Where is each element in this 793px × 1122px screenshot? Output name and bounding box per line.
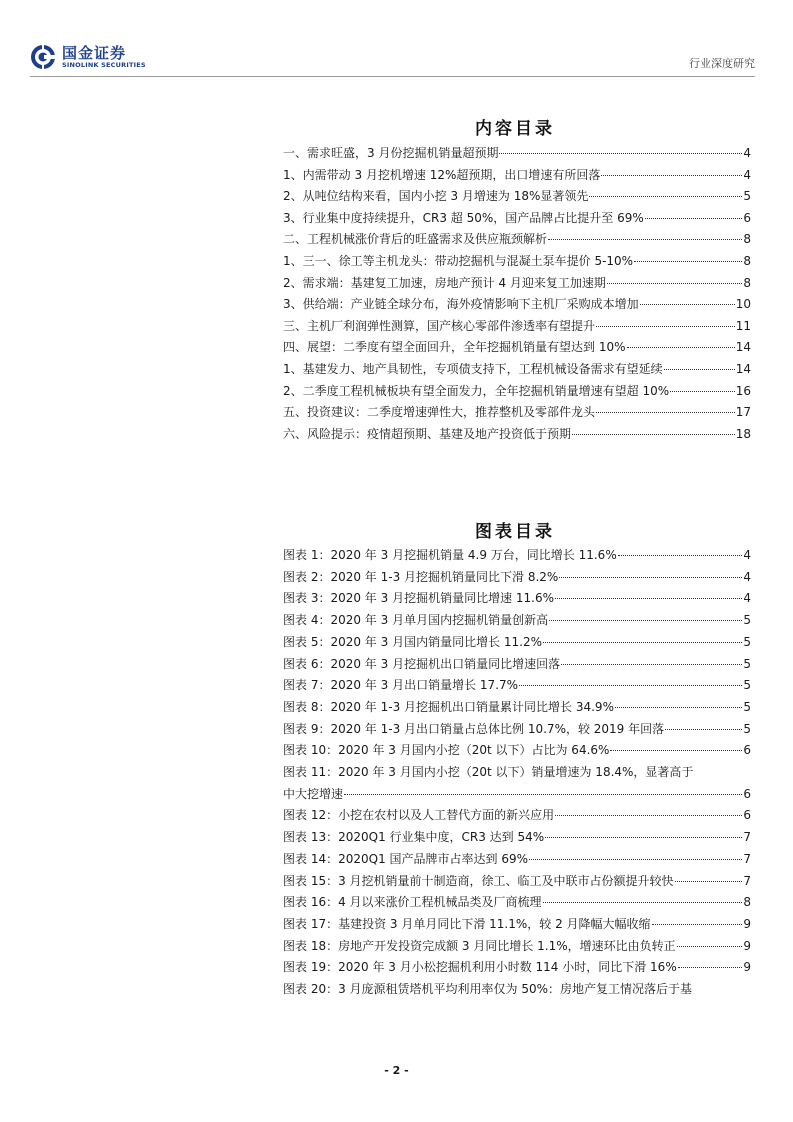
figure-entry-text: 图表 13：2020Q1 行业集中度，CR3 达到 54% bbox=[283, 830, 545, 845]
toc-entry-page: 16 bbox=[735, 383, 751, 398]
toc-entry-text: 2、从吨位结构来看，国内小挖 3 月增速为 18%显著领先 bbox=[283, 189, 589, 204]
toc-entry[interactable] bbox=[283, 165, 751, 187]
figure-entry[interactable] bbox=[283, 545, 751, 567]
figure-entry[interactable] bbox=[283, 567, 751, 589]
toc-entry-text: 1、内需带动 3 月挖机增速 12%超预期，出口增速有所回落 bbox=[283, 167, 601, 182]
toc-entry-text: 1、三一、徐工等主机龙头：带动挖掘机与混凝土泵车提价 5-10% bbox=[283, 253, 634, 268]
figure-entry-leader bbox=[615, 706, 742, 708]
figure-entry-text: 图表 17：基建投资 3 月单月同比下滑 11.1%，较 2 月降幅大幅收缩 bbox=[283, 916, 651, 931]
toc-entry-text: 1、基建发力、地产具韧性，专项债支持下，工程机械设备需求有望延续 bbox=[283, 361, 663, 376]
figure-entry-page: 6 bbox=[743, 786, 751, 801]
figure-entry-page: 6 bbox=[743, 743, 751, 758]
toc-entry-text: 四、展望：二季度有望全面回升，全年挖掘机销量有望达到 10% bbox=[283, 340, 626, 355]
figure-entry[interactable] bbox=[283, 805, 751, 827]
toc-entry-page: 8 bbox=[743, 275, 751, 290]
figure-entry-page: 6 bbox=[743, 808, 751, 823]
toc-entry-page: 11 bbox=[735, 318, 751, 333]
toc-entry-leader bbox=[589, 195, 742, 197]
figure-entry-text: 图表 8：2020 年 1-3 月挖掘机出口销量累计同比增长 34.9% bbox=[283, 699, 614, 714]
toc-entry-text: 二、工程机械涨价背后的旺盛需求及供应瓶颈解析 bbox=[283, 232, 548, 247]
figure-entry-text: 图表 11：2020 年 3 月国内小挖（20t 以下）销量增速为 18.4%，显著高于 bbox=[283, 765, 694, 780]
figure-entry[interactable] bbox=[283, 610, 751, 632]
figure-entry-leader bbox=[677, 945, 743, 947]
figure-entry-leader bbox=[561, 663, 742, 665]
figure-entry-text: 图表 20：3 月庞源租赁塔机平均利用率仅为 50%：房地产复工情况落后于基 bbox=[283, 982, 693, 997]
toc-entry-page: 8 bbox=[743, 232, 751, 247]
toc-entry-leader bbox=[499, 152, 742, 154]
figure-entry-text: 图表 2：2020 年 1-3 月挖掘机销量同比下滑 8.2% bbox=[283, 569, 559, 584]
figure-entry[interactable] bbox=[283, 719, 751, 741]
toc-entry-leader bbox=[601, 174, 742, 176]
toc-entry-leader bbox=[548, 238, 742, 240]
figure-entry-text: 图表 19：2020 年 3 月小松挖掘机利用小时数 114 小时，同比下滑 16% bbox=[283, 960, 677, 975]
toc-entry[interactable] bbox=[283, 359, 751, 381]
toc-entry-leader bbox=[596, 411, 735, 413]
figure-entry[interactable] bbox=[283, 892, 751, 914]
toc-entry-page: 6 bbox=[743, 210, 751, 225]
figure-entry[interactable] bbox=[283, 762, 751, 805]
toc-entry[interactable] bbox=[283, 402, 751, 424]
figure-entry-leader bbox=[344, 793, 742, 795]
toc-entry-page: 14 bbox=[735, 361, 751, 376]
toc-entry-text: 五、投资建议：二季度增速弹性大，推荐整机及零部件龙头 bbox=[283, 405, 596, 420]
figure-entry[interactable] bbox=[283, 697, 751, 719]
figure-entry-text: 图表 6：2020 年 3 月挖掘机出口销量同比增速回落 bbox=[283, 656, 561, 671]
figure-entry[interactable] bbox=[283, 588, 751, 610]
figure-entry-leader bbox=[545, 836, 742, 838]
figure-entry-page: 5 bbox=[743, 613, 751, 628]
figure-entry-page: 4 bbox=[743, 591, 751, 606]
logo-english: SINOLINK SECURITIES bbox=[62, 60, 146, 69]
figure-entry-leader bbox=[543, 641, 742, 643]
figure-entry-text: 图表 5：2020 年 3 月国内销量同比增长 11.2% bbox=[283, 634, 543, 649]
toc-entry-text: 六、风险提示：疫情超预期、基建及地产投资低于预期 bbox=[283, 426, 572, 441]
toc-entry-text: 三、主机厂利润弹性测算，国产核心零部件渗透率有望提升 bbox=[283, 318, 596, 333]
figure-entry-leader bbox=[519, 684, 742, 686]
figure-entry-text: 图表 14：2020Q1 国产品牌市占率达到 69% bbox=[283, 851, 529, 866]
figure-entry[interactable] bbox=[283, 632, 751, 654]
figure-list-title: 图表目录 bbox=[475, 522, 555, 542]
figure-entry-page: 5 bbox=[743, 634, 751, 649]
page-header bbox=[0, 0, 793, 80]
figure-entry-leader bbox=[665, 728, 742, 730]
toc-entry-page: 10 bbox=[735, 297, 751, 312]
toc-entry[interactable] bbox=[283, 208, 751, 230]
logo-chinese: 国金证券 bbox=[62, 43, 127, 62]
figure-entry-page: 7 bbox=[743, 830, 751, 845]
toc-entry[interactable] bbox=[283, 337, 751, 359]
figure-entry-page: 7 bbox=[743, 873, 751, 888]
toc-title: 内容目录 bbox=[475, 119, 555, 139]
toc-entry[interactable] bbox=[283, 294, 751, 316]
toc-entry-leader bbox=[572, 433, 735, 435]
figure-entry-leader bbox=[555, 597, 742, 599]
figure-entry-leader bbox=[678, 966, 743, 968]
toc-entry-text: 一、需求旺盛，3 月份挖掘机销量超预期 bbox=[283, 146, 499, 160]
figure-entry-page: 4 bbox=[743, 548, 751, 562]
toc-entry-text: 2、需求端：基建复工加速，房地产预计 4 月迎来复工加速期 bbox=[283, 275, 606, 290]
toc-entry-page: 14 bbox=[735, 340, 751, 355]
toc-entry-leader bbox=[627, 346, 735, 348]
toc-entry-leader bbox=[645, 217, 743, 219]
figure-entry-text: 图表 16：4 月以来涨价工程机械品类及厂商梳理 bbox=[283, 895, 542, 910]
toc-entry-page: 5 bbox=[743, 189, 751, 204]
toc-entry-leader bbox=[634, 260, 742, 262]
figure-entry-leader bbox=[529, 858, 742, 860]
toc-entry-page: 4 bbox=[743, 167, 751, 182]
page-number: - 2 - bbox=[384, 1064, 409, 1077]
figure-entry-text: 图表 4：2020 年 3 月单月国内挖掘机销量创新高 bbox=[283, 613, 549, 628]
report-category: 行业深度研究 bbox=[689, 57, 755, 70]
toc-entry[interactable] bbox=[283, 381, 751, 403]
figure-entry-leader bbox=[559, 576, 742, 578]
figure-entry[interactable] bbox=[283, 914, 751, 936]
figure-entry-leader bbox=[549, 619, 742, 621]
toc-entry-text: 2、二季度工程机械板块有望全面发力，全年挖掘机销量增速有望超 10% bbox=[283, 383, 670, 398]
toc-entry-page: 4 bbox=[743, 146, 751, 160]
figure-entry-text: 图表 12：小挖在农村以及人工替代方面的新兴应用 bbox=[283, 808, 555, 823]
figure-entry-leader bbox=[618, 554, 743, 556]
toc-entry[interactable] bbox=[283, 143, 751, 165]
toc-entry-page: 17 bbox=[735, 405, 751, 420]
figure-entry-page: 5 bbox=[743, 678, 751, 693]
toc-entry-leader bbox=[596, 325, 735, 327]
figure-list bbox=[283, 545, 751, 1001]
figure-entry-leader bbox=[555, 814, 742, 816]
toc-entry[interactable] bbox=[283, 316, 751, 338]
figure-entry-text: 图表 15：3 月挖机销量前十制造商，徐工、临工及中联市占份额提升较快 bbox=[283, 873, 674, 888]
toc-entry[interactable] bbox=[283, 273, 751, 295]
figure-entry[interactable] bbox=[283, 740, 751, 762]
figure-entry[interactable] bbox=[283, 654, 751, 676]
figure-entry-page: 7 bbox=[743, 851, 751, 866]
toc-entry-leader bbox=[664, 368, 735, 370]
toc-entry-leader bbox=[640, 303, 735, 305]
figure-entry[interactable] bbox=[283, 871, 751, 893]
figure-entry-page: 8 bbox=[743, 895, 751, 910]
figure-entry-text: 图表 9：2020 年 1-3 月出口销量占总体比例 10.7%，较 2019 年回落 bbox=[283, 721, 665, 736]
toc-entry[interactable] bbox=[283, 251, 751, 273]
figure-entry[interactable] bbox=[283, 936, 751, 958]
figure-entry-page: 9 bbox=[743, 938, 751, 953]
figure-entry-page: 5 bbox=[743, 721, 751, 736]
figure-entry-text: 图表 3：2020 年 3 月挖掘机销量同比增速 11.6% bbox=[283, 591, 555, 606]
figure-entry[interactable] bbox=[283, 675, 751, 697]
figure-entry[interactable] bbox=[283, 957, 751, 979]
toc-entry[interactable] bbox=[283, 424, 751, 446]
figure-entry[interactable] bbox=[283, 979, 751, 1001]
figure-entry-text: 图表 1：2020 年 3 月挖掘机销量 4.9 万台，同比增长 11.6% bbox=[283, 548, 617, 562]
figure-entry-page: 9 bbox=[743, 916, 751, 931]
toc-list bbox=[283, 143, 751, 445]
figure-entry-leader bbox=[652, 923, 743, 925]
sinolink-logo-icon bbox=[30, 44, 56, 70]
figure-entry-text-continued: 中大挖增速 bbox=[283, 786, 344, 801]
toc-entry-text: 3、供给端：产业链全球分布，海外疫情影响下主机厂采购成本增加 bbox=[283, 297, 639, 312]
figure-entry-page: 5 bbox=[743, 699, 751, 714]
figure-entry-leader bbox=[675, 880, 743, 882]
figure-entry-page: 9 bbox=[743, 960, 751, 975]
toc-entry-leader bbox=[607, 282, 742, 284]
figure-entry-text: 图表 18：房地产开发投资完成额 3 月同比增长 1.1%，增速环比由负转正 bbox=[283, 938, 676, 953]
figure-entry-page: 4 bbox=[743, 569, 751, 584]
figure-entry[interactable] bbox=[283, 827, 751, 849]
toc-entry-leader bbox=[670, 390, 735, 392]
toc-entry-page: 18 bbox=[735, 426, 751, 441]
toc-entry[interactable] bbox=[283, 229, 751, 251]
company-logo bbox=[30, 44, 146, 70]
header-divider bbox=[30, 76, 755, 77]
figure-entry-page: 5 bbox=[743, 656, 751, 671]
figure-entry-leader bbox=[610, 749, 742, 751]
toc-entry[interactable] bbox=[283, 186, 751, 208]
figure-entry-text: 图表 10：2020 年 3 月国内小挖（20t 以下）占比为 64.6% bbox=[283, 743, 610, 758]
figure-entry[interactable] bbox=[283, 849, 751, 871]
toc-entry-page: 8 bbox=[743, 253, 751, 268]
figure-entry-leader bbox=[543, 901, 743, 903]
toc-entry-text: 3、行业集中度持续提升，CR3 超 50%，国产品牌占比提升至 69% bbox=[283, 210, 644, 225]
figure-entry-text: 图表 7：2020 年 3 月出口销量增长 17.7% bbox=[283, 678, 519, 693]
